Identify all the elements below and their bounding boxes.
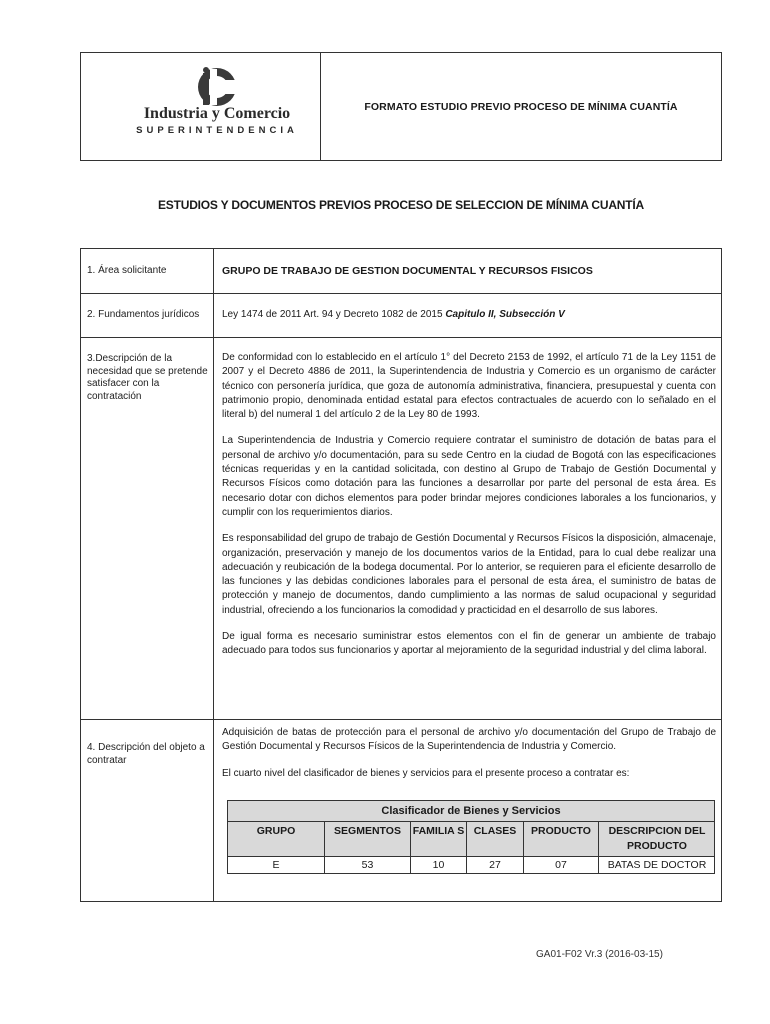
classifier-header-cell: GRUPO xyxy=(228,822,325,856)
value-necesidad xyxy=(222,351,716,671)
necesidad-paragraph: Es responsabilidad del grupo de trabajo de Gestión Documental y Recursos Físicos la disposición, almacenaje, organización, preservación y manejo de los documentos varios de la Entidad, para lo cual debe realizar una adecuación y reubicación de la bodega documental. Por lo anterior, se requieren para el eficiente desarrollo de las funciones y las debidas condiciones laborales para el personal de esta área, el suministro de batas de protección y manejo de documentos, dando cumplimiento a las normas de salud ocupacional y seguridad industrial, ofreciendo a los funcionarios la comodidad y practicidad en el desarrollo de sus labores. xyxy=(222,533,716,616)
row-divider xyxy=(81,337,721,338)
classifier-table xyxy=(227,800,715,874)
label-area-solicitante: 1. Área solicitante xyxy=(87,265,167,276)
classifier-header-row xyxy=(228,822,714,857)
classifier-cell: BATAS DE DOCTOR xyxy=(607,859,707,871)
document-title: ESTUDIOS Y DOCUMENTOS PREVIOS PROCESO DE SELECCION DE MÍNIMA CUANTÍA xyxy=(157,198,645,212)
fundamentos-text: Ley 1474 de 2011 Art. 94 y Decreto 1082 de 2015 xyxy=(222,309,446,320)
classifier-data-row xyxy=(228,857,714,874)
sic-logo xyxy=(117,65,317,155)
label-objeto: 4. Descripción del objeto a contratar xyxy=(87,742,205,766)
logo-name: Industria y Comercio xyxy=(143,105,291,122)
necesidad-paragraph: De igual forma es necesario suministrar estos elementos con el fin de generar un ambiente de trabajo adecuado para todos sus funcionarios y aportar al mejoramiento de la seguridad industrial y del clima laboral. xyxy=(222,631,716,657)
classifier-title: Clasificador de Bienes y Servicios xyxy=(228,801,714,822)
classifier-header-cell: FAMILIA S xyxy=(411,822,467,856)
classifier-cell: 07 xyxy=(524,857,599,874)
objeto-paragraph: Adquisición de batas de protección para el personal de archivo y/o documentación del Grupo de Trabajo de Gestión Documental y Recursos Físicos de la Superintendencia de Industria y Comercio. xyxy=(222,727,716,753)
classifier-header-cell: PRODUCTO xyxy=(524,822,599,856)
classifier-cell: 27 xyxy=(467,857,524,874)
classifier-cell: 53 xyxy=(325,857,411,874)
row-divider xyxy=(81,293,721,294)
header-divider xyxy=(320,53,321,160)
main-table xyxy=(80,248,722,902)
classifier-cell: E xyxy=(228,857,325,874)
header-box xyxy=(80,52,722,161)
form-title: FORMATO ESTUDIO PREVIO PROCESO DE MÍNIMA CUANTÍA xyxy=(364,101,678,113)
value-objeto xyxy=(222,726,716,793)
fundamentos-italic: Capitulo II, Subsección V xyxy=(445,309,565,320)
classifier-header-cell: SEGMENTOS xyxy=(325,822,411,856)
necesidad-paragraph: De conformidad con lo establecido en el artículo 1° del Decreto 2153 de 1992, el artículo 71 de la Ley 1151 de 2007 y el Decreto 4886 de 2011, la Superintendencia de Industria y Comercio es un organismo de carácter técnico con personería jurídica, que goza de autonomía administrativa, financiera, presupuestal y cuenta con patrimonio propio, denominada entidad estatal para efectos contractuales de acuerdo con lo señalado en el literal b) del numeral 1 del artículo 2 de la Ley 80 de 1993. xyxy=(222,352,716,421)
label-necesidad: 3.Descripción de la necesidad que se pretende satisfacer con la contratación xyxy=(87,353,208,402)
necesidad-paragraph: La Superintendencia de Industria y Comercio requiere contratar el suministro de dotación de batas para el personal de archivo y/o documentación, para su sede Centro en la ciudad de Bogotá con las especificaciones técnicas requeridas y en la cantidad solicitada, con destino al Grupo de Trabajo de Gestión Documental y Recursos Físicos como dotación para las funciones a desarrollar por parte del personal de esta área. Es necesario dotar con dichos elementos para poder brindar mejores condiciones laborales a los funcionarios, y cumplir con los requerimientos diarios. xyxy=(222,435,716,518)
logo-subtitle: SUPERINTENDENCIA xyxy=(136,125,298,136)
sic-logo-icon xyxy=(117,65,317,107)
value-fundamentos xyxy=(222,308,716,322)
row-divider xyxy=(81,719,721,720)
objeto-paragraph: El cuarto nivel del clasificador de bienes y servicios para el presente proceso a contratar es: xyxy=(222,767,630,779)
footer-code: GA01-F02 Vr.3 (2016-03-15) xyxy=(536,949,663,960)
column-divider xyxy=(213,249,214,901)
label-fundamentos: 2. Fundamentos jurídicos xyxy=(87,309,200,320)
value-area-solicitante: GRUPO DE TRABAJO DE GESTION DOCUMENTAL Y RECURSOS FISICOS xyxy=(222,265,593,277)
classifier-header-cell: CLASES xyxy=(467,822,524,856)
classifier-cell: 10 xyxy=(411,857,467,874)
classifier-header-cell: DESCRIPCION DEL PRODUCTO xyxy=(608,825,706,852)
